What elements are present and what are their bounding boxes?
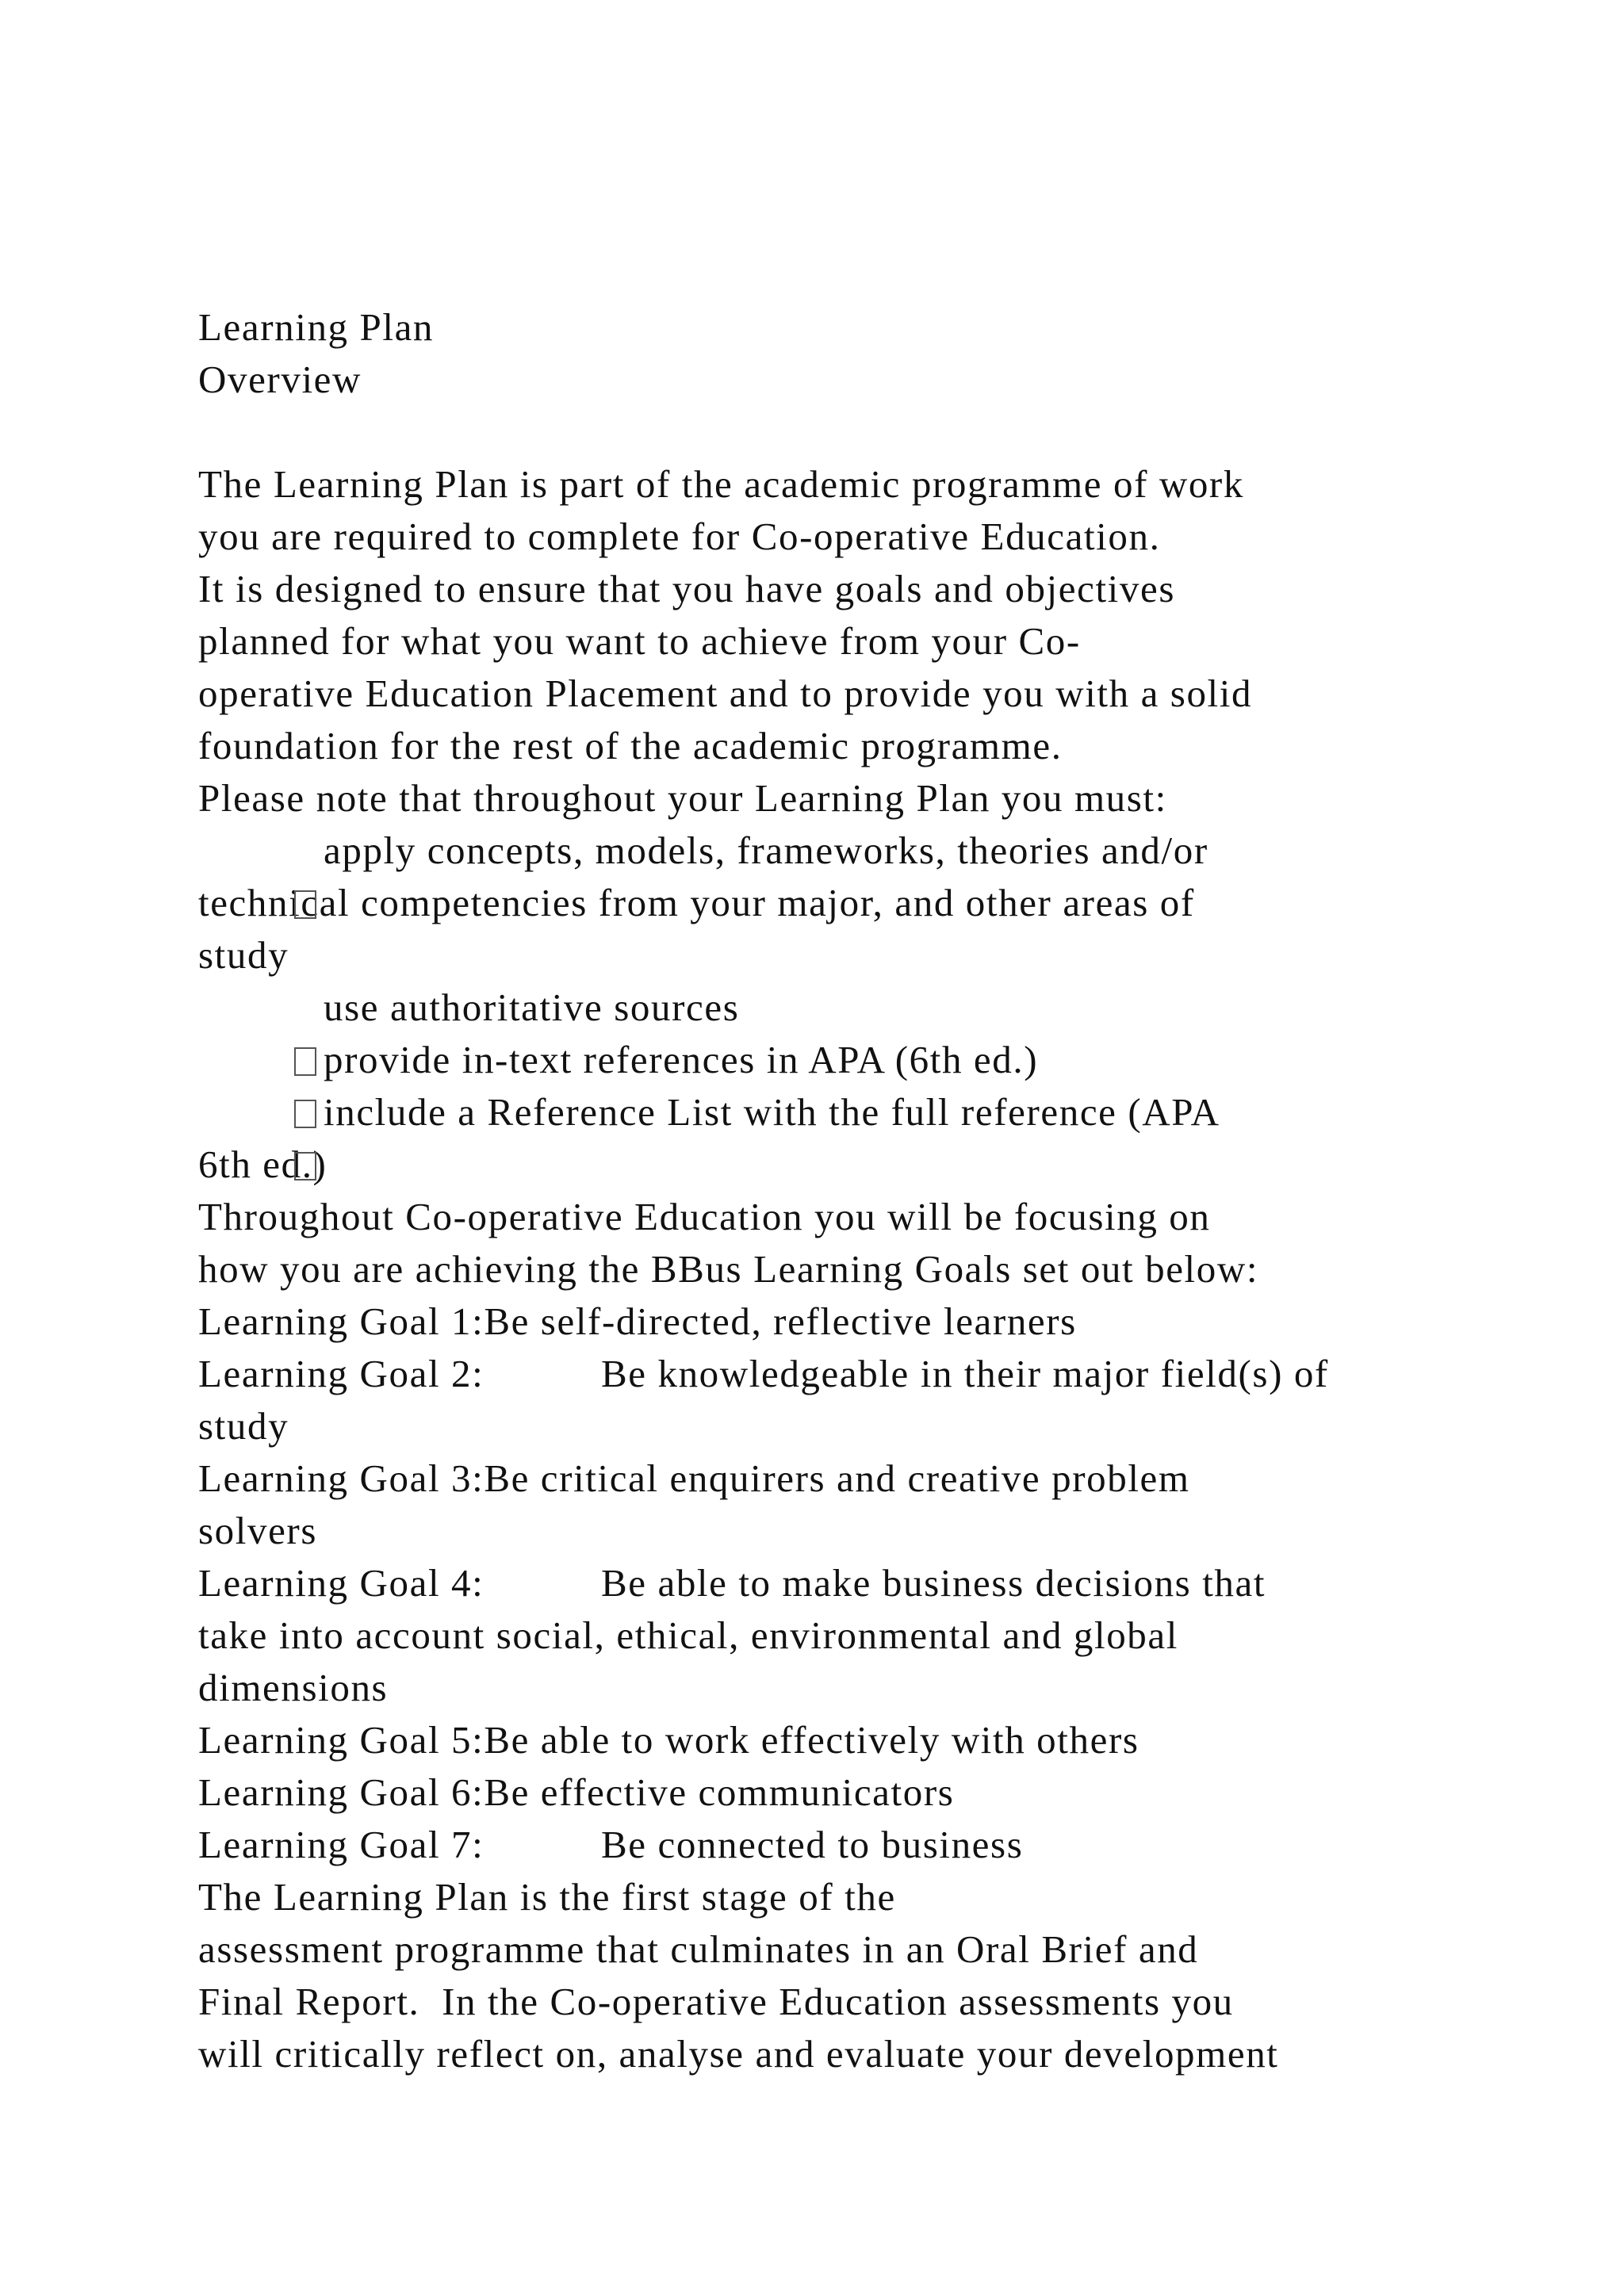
list-item-text: apply concepts, models, frameworks, theories and/or <box>324 828 1208 872</box>
learning-goal-text: Be effective communicators <box>484 1770 955 1814</box>
learning-goal-text: Be knowledgeable in their major field(s) of <box>601 1352 1329 1395</box>
learning-goal-label: Learning Goal 5: <box>198 1718 485 1762</box>
list-item-text: use authoritative sources <box>324 985 740 1029</box>
list-item <box>198 825 1546 877</box>
learning-goal <box>198 1766 1546 1819</box>
text-line: Please note that throughout your Learning Plan you must: <box>198 776 1167 820</box>
learning-goal-text: Be able to work effectively with others <box>484 1718 1139 1762</box>
text-line: foundation for the rest of the academic programme. <box>198 724 1063 767</box>
list-item-continuation: 6th ed.) <box>198 1142 327 1186</box>
closing-paragraph <box>198 1871 1546 2080</box>
learning-goal <box>198 1557 1546 1609</box>
document-subtitle: Overview <box>198 358 362 401</box>
text-line: The Learning Plan is the first stage of the <box>198 1875 896 1919</box>
learning-goal-label: Learning Goal 1: <box>198 1299 485 1343</box>
text-line: Final Report. In the Co-operative Education assessments you <box>198 1980 1234 2023</box>
learning-goal-text: Be able to make business decisions that <box>601 1561 1266 1605</box>
learning-goal-continuation: dimensions <box>198 1666 389 1709</box>
text-line: Throughout Co-operative Education you will be focusing on <box>198 1195 1211 1238</box>
text-line: will critically reflect on, analyse and evaluate your development <box>198 2032 1279 2076</box>
list-item <box>198 1034 1546 1086</box>
blank-line <box>198 406 1546 458</box>
document-body <box>198 301 1546 2080</box>
learning-goal-label: Learning Goal 7: <box>198 1823 485 1866</box>
learning-goal-text: Be connected to business <box>601 1823 1024 1866</box>
learning-goal-text: Be critical enquirers and creative problem <box>484 1456 1190 1500</box>
learning-goal <box>198 1819 1546 1871</box>
list-item <box>198 1086 1546 1138</box>
learning-goals-list <box>198 1295 1546 1871</box>
text-line: The Learning Plan is part of the academic programme of work <box>198 462 1244 506</box>
goals-intro <box>198 1191 1546 1295</box>
bullet-glyph-icon <box>294 890 316 919</box>
learning-goal <box>198 1714 1546 1766</box>
learning-goal-text: Be self-directed, reflective learners <box>484 1299 1077 1343</box>
document-title: Learning Plan <box>198 305 435 349</box>
learning-goal-label: Learning Goal 6: <box>198 1770 485 1814</box>
learning-goal-label: Learning Goal 2: <box>198 1352 485 1395</box>
requirements-list <box>198 825 1546 1191</box>
learning-goal-continuation: solvers <box>198 1509 318 1552</box>
list-item-text: provide in-text references in APA (6th ed.) <box>324 1038 1039 1081</box>
text-line: operative Education Placement and to provide you with a solid <box>198 672 1253 715</box>
learning-goal <box>198 1348 1546 1400</box>
text-line: how you are achieving the BBus Learning Goals set out below: <box>198 1247 1259 1291</box>
learning-goal <box>198 1295 1546 1348</box>
list-item <box>198 982 1546 1034</box>
text-line: planned for what you want to achieve from your Co- <box>198 619 1081 663</box>
intro-paragraph <box>198 458 1546 825</box>
list-item-continuation: technical competencies from your major, and other areas of <box>198 881 1195 924</box>
list-item-continuation: study <box>198 933 289 977</box>
learning-goal-label: Learning Goal 3: <box>198 1456 485 1500</box>
text-line: you are required to complete for Co-operative Education. <box>198 515 1161 558</box>
bullet-glyph-icon <box>294 1152 316 1181</box>
text-line: assessment programme that culminates in an Oral Brief and <box>198 1927 1199 1971</box>
learning-goal-continuation: take into account social, ethical, environmental and global <box>198 1613 1178 1657</box>
learning-goal-continuation: study <box>198 1404 289 1448</box>
learning-goal <box>198 1452 1546 1505</box>
list-item-text: include a Reference List with the full reference (APA <box>324 1090 1220 1134</box>
text-line: It is designed to ensure that you have goals and objectives <box>198 567 1175 610</box>
learning-goal-label: Learning Goal 4: <box>198 1561 485 1605</box>
